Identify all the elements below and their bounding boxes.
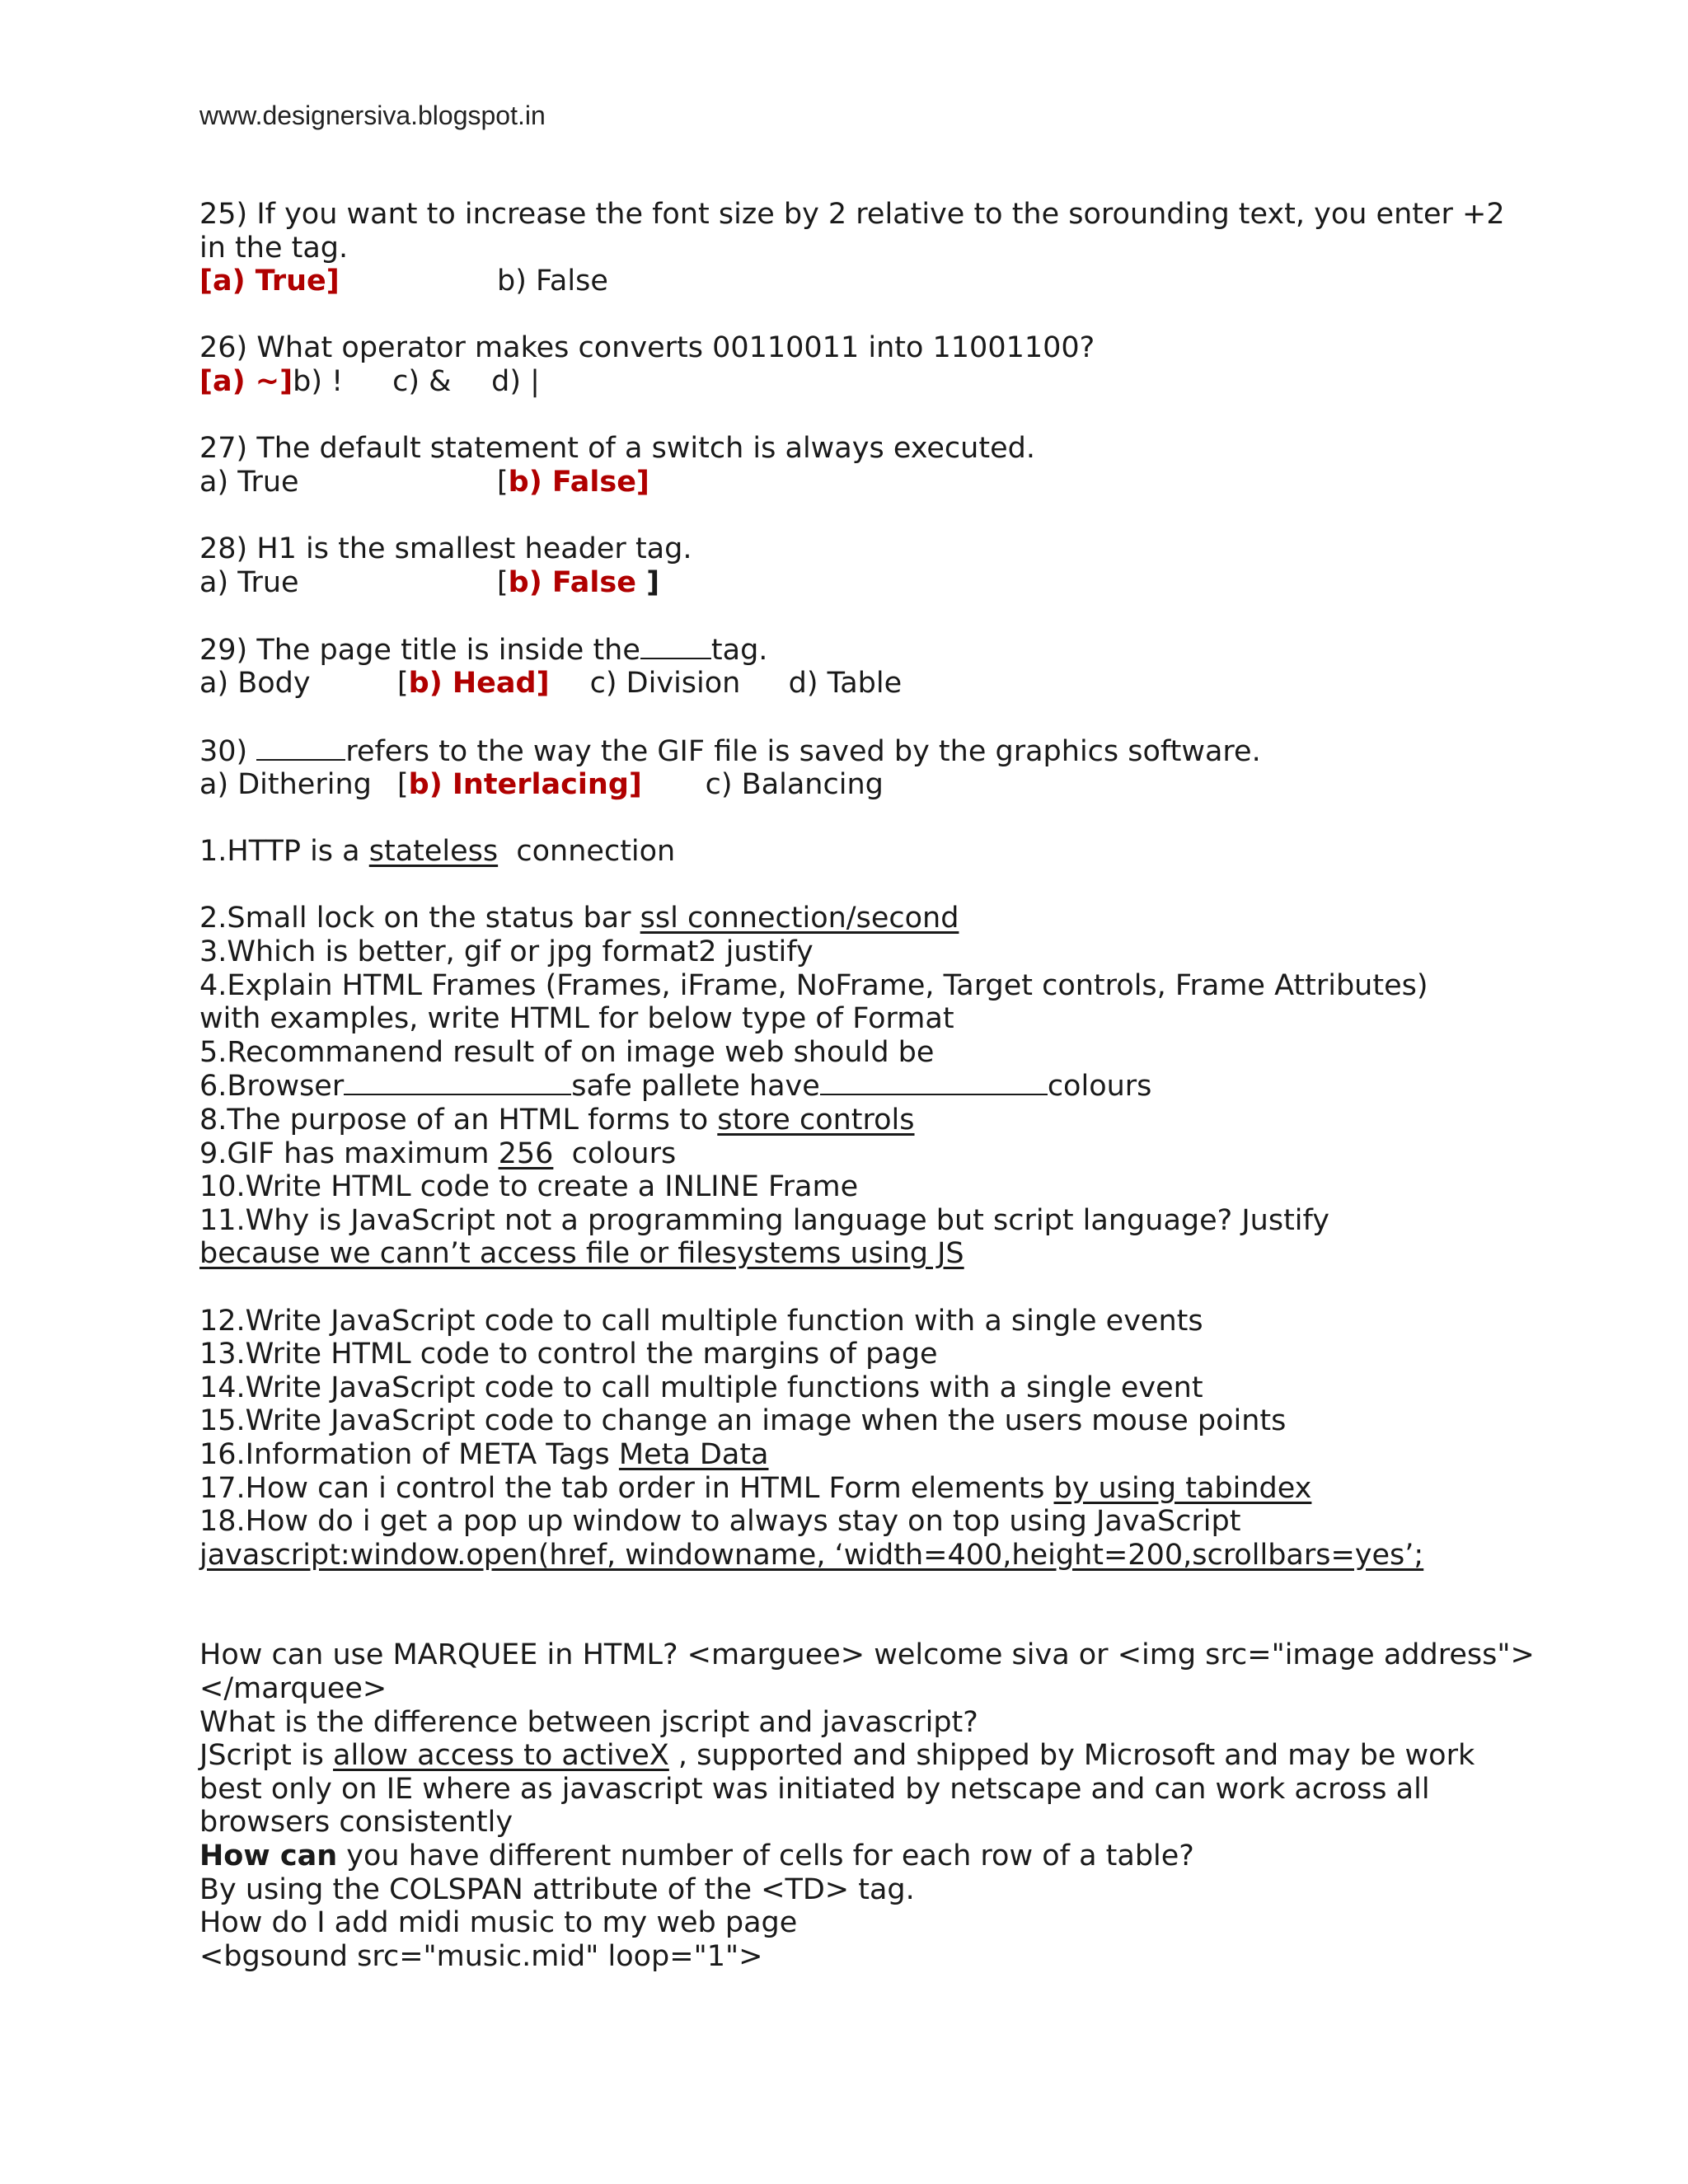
note-2-answer: ssl connection/second — [640, 902, 959, 935]
q27-options — [199, 466, 1485, 499]
faq-jscript-answer-line3: browsers consistently — [199, 1806, 513, 1840]
note-5: 5.Recommanend result of on image web should be — [199, 1035, 935, 1069]
q26-options — [199, 365, 1485, 399]
q29-option-c: c) Division — [589, 667, 741, 701]
q29-text-pre: 29) The page title is inside the — [199, 633, 640, 667]
note-9 — [199, 1137, 1485, 1171]
document-body — [199, 198, 1535, 1973]
q29-option-a: a) Body — [199, 667, 311, 701]
q28-answer: b) False — [508, 565, 636, 599]
q30-text-post: refers to the way the GIF file is saved by the graphics software. — [345, 734, 1261, 768]
q29-options — [199, 667, 1485, 701]
q29-answer: b) Head] — [408, 667, 550, 701]
note-6-blank-2 — [820, 1069, 1048, 1095]
faq-marquee-line2: </marquee> — [199, 1671, 387, 1705]
q28-bracket-close: ] — [635, 565, 660, 599]
q28-bracket-open: [ — [497, 565, 509, 599]
note-2 — [199, 902, 1485, 935]
q26-option-d: d) | — [491, 364, 540, 398]
note-9-text: 9.GIF has maximum — [199, 1137, 499, 1170]
q30-answer: b) Interlacing] — [408, 768, 642, 802]
faq-cells-question — [199, 1840, 1485, 1873]
note-1-text: 1.HTTP is a — [199, 835, 369, 869]
faq-jscript-pre: JScript is — [199, 1739, 334, 1773]
faq-jscript-underlined: allow access to activeX — [333, 1739, 669, 1773]
header-url: www.designersiva.blogspot.in — [199, 101, 546, 130]
faq-cells-rest: you have different number of cells for each row of a table? — [337, 1839, 1194, 1872]
note-6-mid: safe pallete have — [571, 1070, 820, 1104]
q29-bracket: [ — [397, 667, 409, 701]
note-4-line2: with examples, write HTML for below type of Format — [199, 1002, 954, 1036]
q29-text — [199, 633, 1485, 668]
note-8-answer: store controls — [717, 1104, 915, 1137]
note-1-post: connection — [498, 835, 676, 869]
note-6 — [199, 1069, 1485, 1104]
faq-midi-answer: <bgsound src="music.mid" loop="1"> — [199, 1939, 763, 1973]
q26-text: 26) What operator makes converts 00110011 into 11001100? — [199, 331, 1095, 365]
note-16-answer: Meta Data — [618, 1437, 769, 1471]
faq-marquee-line1: How can use MARQUEE in HTML? <marguee> welcome siva or <img src="image address"> — [199, 1638, 1535, 1672]
note-14: 14.Write JavaScript code to call multiple functions with a single event — [199, 1371, 1203, 1404]
faq-jscript-question: What is the difference between jscript and javascript? — [199, 1705, 978, 1739]
q27-option-a: a) True — [199, 465, 299, 499]
q29-text-post: tag. — [710, 633, 768, 667]
faq-cells-bold: How can — [199, 1839, 338, 1872]
q30-option-a: a) Dithering — [199, 768, 372, 802]
q30-blank — [256, 734, 345, 761]
q27-answer: b) False] — [508, 465, 649, 499]
q26-answer: [a) ~] — [199, 364, 293, 398]
q25-line2: in the tag. — [199, 231, 349, 265]
note-9-post: colours — [553, 1137, 677, 1170]
faq-cells-answer: By using the COLSPAN attribute of the <TD> tag. — [199, 1872, 915, 1906]
q30-options — [199, 768, 1485, 802]
note-3: 3.Which is better, gif or jpg format2 justify — [199, 935, 814, 969]
note-6-pre: 6.Browser — [199, 1070, 345, 1104]
note-17-text: 17.How can i control the tab order in HTML Form elements — [199, 1471, 1054, 1505]
note-6-blank-1 — [344, 1069, 571, 1095]
q25-options — [199, 265, 1485, 298]
q30-text-pre: 30) — [199, 734, 257, 768]
q30-bracket: [ — [397, 768, 409, 802]
note-18-answer: javascript:window.open(href, windowname, ‘width=400,height=200,scrollbars=yes’; — [199, 1538, 1424, 1572]
q25-line1: 25) If you want to increase the font size by 2 relative to the sorounding text, you enter +2 — [199, 198, 1505, 231]
note-6-post: colours — [1047, 1070, 1152, 1104]
note-11-answer: because we cann’t access file or filesystems using JS — [199, 1237, 964, 1271]
note-1 — [199, 835, 1485, 869]
note-9-answer: 256 — [498, 1137, 554, 1170]
q30-option-c: c) Balancing — [705, 768, 884, 802]
faq-jscript-answer-line2: best only on IE where as javascript was initiated by netscape and can work across all — [199, 1772, 1430, 1806]
q27-bracket: [ — [497, 465, 509, 499]
note-15: 15.Write JavaScript code to change an image when the users mouse points — [199, 1404, 1287, 1438]
q25-option-b: b) False — [497, 265, 608, 298]
note-1-answer: stateless — [368, 835, 499, 869]
note-8-text: 8.The purpose of an HTML forms to — [199, 1104, 718, 1137]
note-17-answer: by using tabindex — [1053, 1471, 1312, 1505]
note-8 — [199, 1104, 1485, 1137]
note-12: 12.Write JavaScript code to call multiple function with a single events — [199, 1304, 1203, 1338]
q28-option-a: a) True — [199, 565, 299, 599]
note-16-text: 16.Information of META Tags — [199, 1437, 619, 1471]
q26-option-c: c) & — [392, 364, 452, 398]
q28-options — [199, 566, 1485, 600]
q29-option-d: d) Table — [788, 667, 903, 701]
q26-option-b: b) ! — [293, 364, 344, 398]
faq-jscript-post: , supported and shipped by Microsoft and may be work — [668, 1739, 1475, 1773]
faq-midi-question: How do I add midi music to my web page — [199, 1906, 798, 1940]
note-18: 18.How do i get a pop up window to always stay on top using JavaScript — [199, 1505, 1241, 1539]
q25-answer: [a) True] — [199, 265, 340, 298]
note-10: 10.Write HTML code to create a INLINE Frame — [199, 1170, 859, 1204]
note-16 — [199, 1438, 1485, 1472]
note-4-line1: 4.Explain HTML Frames (Frames, iFrame, NoFrame, Target controls, Frame Attributes) — [199, 968, 1428, 1002]
note-2-text: 2.Small lock on the status bar — [199, 902, 640, 935]
q27-text: 27) The default statement of a switch is always executed. — [199, 432, 1035, 466]
q30-text — [199, 734, 1485, 769]
note-17 — [199, 1472, 1485, 1506]
q29-blank — [640, 633, 711, 659]
note-11: 11.Why is JavaScript not a programming language but script language? Justify — [199, 1203, 1329, 1237]
note-13: 13.Write HTML code to control the margins of page — [199, 1338, 938, 1371]
q28-text: 28) H1 is the smallest header tag. — [199, 532, 692, 565]
faq-jscript-answer-line1 — [199, 1739, 1485, 1773]
